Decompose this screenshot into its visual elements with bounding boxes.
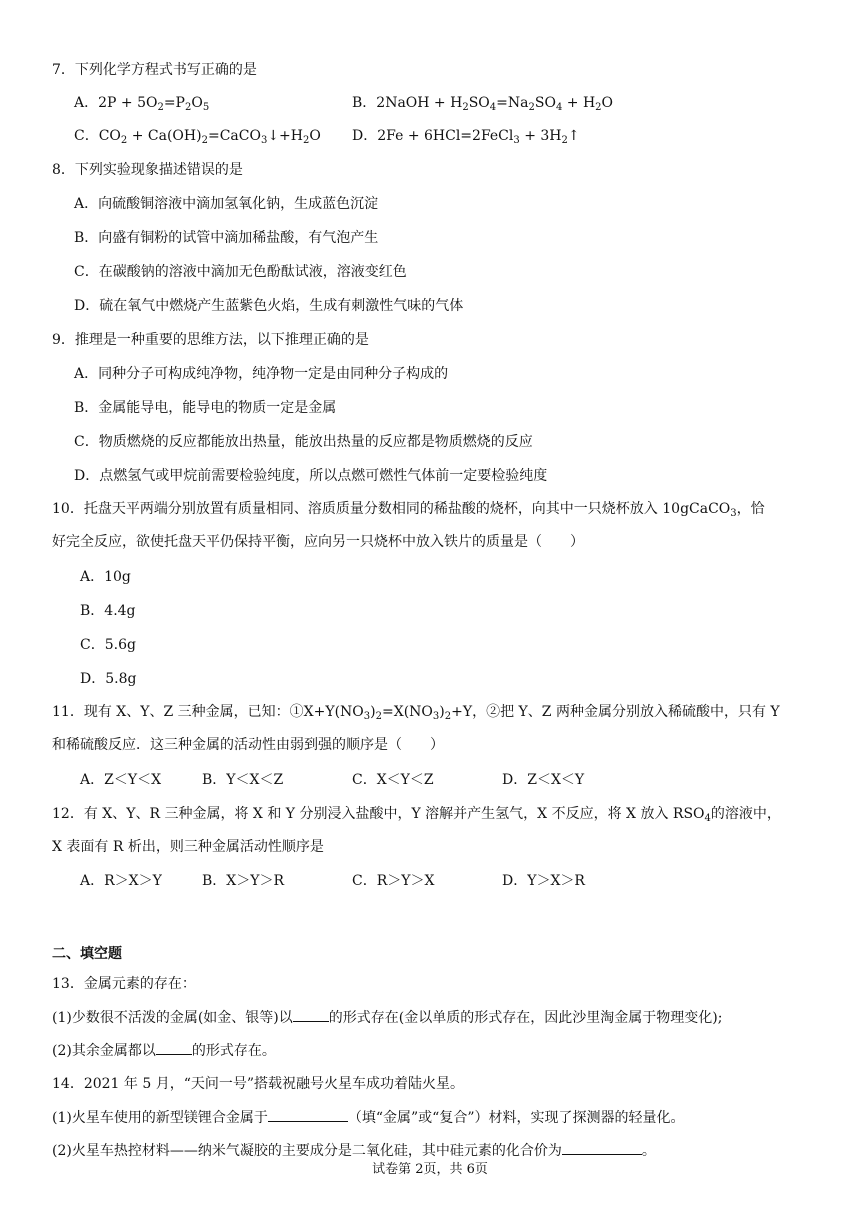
question-12-stem-line-1: 12．有 X、Y、R 三种金属，将 X 和 Y 分别浸入盐酸中，Y 溶解并产生氢气，X 不反应，将 X 放入 $RSO_4$的溶液中， <box>52 806 781 824</box>
answer-blank[interactable] <box>156 1040 192 1055</box>
question-14-part-1: (1)火星车使用的新型镁锂合金属于 （填“金属”或“复合”）材料，实现了探测器的轻量化。 <box>52 1107 684 1128</box>
question-10-stem-line-1: 10．托盘天平两端分别放置有质量相同、溶质质量分数相同的稀盐酸的烧杯，向其中一只烧杯放入 10gCaCO$_3$，恰 <box>52 501 765 519</box>
question-7-option-d: D．2Fe + 6HCl=2FeCl$_3$ + $3H_2↑$ <box>352 128 580 146</box>
question-12-option-d: D．Y＞X＞R <box>502 873 585 889</box>
question-8-option-a: A．向硫酸铜溶液中滴加氢氧化钠，生成蓝色沉淀 <box>74 196 379 212</box>
question-10-stem-line-2: 好完全反应，欲使托盘天平仍保持平衡，应向另一只烧杯中放入铁片的质量是（ ） <box>52 534 584 550</box>
question-11-option-c: C．X＜Y＜Z <box>352 772 434 788</box>
question-10-option-c: C．5.6g <box>80 637 136 653</box>
question-7-option-a: A．$2P + 5O_2=P_2O_5$ <box>74 95 210 113</box>
question-13-stem: 13．金属元素的存在： <box>52 976 196 992</box>
question-12-option-b: B．X＞Y＞R <box>202 873 285 889</box>
question-11-option-d: D．Z＜X＜Y <box>502 772 585 788</box>
question-11-option-b: B．Y＜X＜Z <box>202 772 284 788</box>
question-7-option-c: C．$CO_2$ + $Ca(OH)_2=CaCO_3↓+H_2O$ <box>74 128 321 146</box>
question-7-stem: 7．下列化学方程式书写正确的是 <box>52 62 257 78</box>
question-8-option-c: C．在碳酸钠的溶液中滴加无色酚酞试液，溶液变红色 <box>74 264 407 280</box>
question-13-part-2: (2)其余金属都以 的形式存在。 <box>52 1040 276 1061</box>
question-11-stem-line-1: 11．现有 X、Y、Z 三种金属，已知：$①X+Y(NO_3)_2=X(NO_3)_2+Y$，②把 Y、Z 两种金属分别放入稀硫酸中，只有 Y <box>52 704 780 722</box>
question-12-option-a: A．R＞X＞Y <box>80 873 162 889</box>
question-13-part-1: (1)少数很不活泼的金属(如金、银等)以 的形式存在(金以单质的形式存在，因此沙里淘金属于物理变化); <box>52 1007 722 1028</box>
question-14-part-2: (2)火星车热控材料——纳米气凝胶的主要成分是二氧化硅，其中硅元素的化合价为 。 <box>52 1140 656 1161</box>
question-12-option-c: C．R＞Y＞X <box>352 873 435 889</box>
question-9-option-c: C．物质燃烧的反应都能放出热量，能放出热量的反应都是物质燃烧的反应 <box>74 434 533 450</box>
question-11-option-a: A．Z＜Y＜X <box>80 772 162 788</box>
question-10-option-a: A．10g <box>80 569 131 585</box>
question-12-stem-line-2: X 表面有 R 析出，则三种金属活动性顺序是 <box>52 839 324 855</box>
question-7-option-b: B．2NaOH + $H_2SO_4=Na_2SO_4 + H_2O$ <box>352 95 614 113</box>
question-8-option-d: D．硫在氧气中燃烧产生蓝紫色火焰，生成有刺激性气味的气体 <box>74 298 464 314</box>
page-footer: 试卷第 2页，共 6页 <box>372 1162 488 1177</box>
question-10-option-d: D．5.8g <box>80 671 137 687</box>
answer-blank[interactable] <box>293 1007 329 1022</box>
question-11-stem-line-2: 和稀硫酸反应．这三种金属的活动性由弱到强的顺序是（ ） <box>52 737 444 753</box>
answer-blank[interactable] <box>268 1107 348 1122</box>
question-9-option-b: B．金属能导电，能导电的物质一定是金属 <box>74 400 337 416</box>
question-8-stem: 8．下列实验现象描述错误的是 <box>52 162 243 178</box>
question-9-stem: 9．推理是一种重要的思维方法，以下推理正确的是 <box>52 332 369 348</box>
question-9-option-d: D．点燃氢气或甲烷前需要检验纯度，所以点燃可燃性气体前一定要检验纯度 <box>74 468 548 484</box>
question-14-stem: 14．2021 年 5 月，“天问一号”搭载祝融号火星车成功着陆火星。 <box>52 1076 465 1092</box>
answer-blank[interactable] <box>562 1140 642 1155</box>
question-10-option-b: B．4.4g <box>80 603 136 619</box>
question-8-option-b: B．向盛有铜粉的试管中滴加稀盐酸，有气泡产生 <box>74 230 379 246</box>
section-2-heading: 二、填空题 <box>52 946 122 962</box>
question-9-option-a: A．同种分子可构成纯净物，纯净物一定是由同种分子构成的 <box>74 366 449 382</box>
